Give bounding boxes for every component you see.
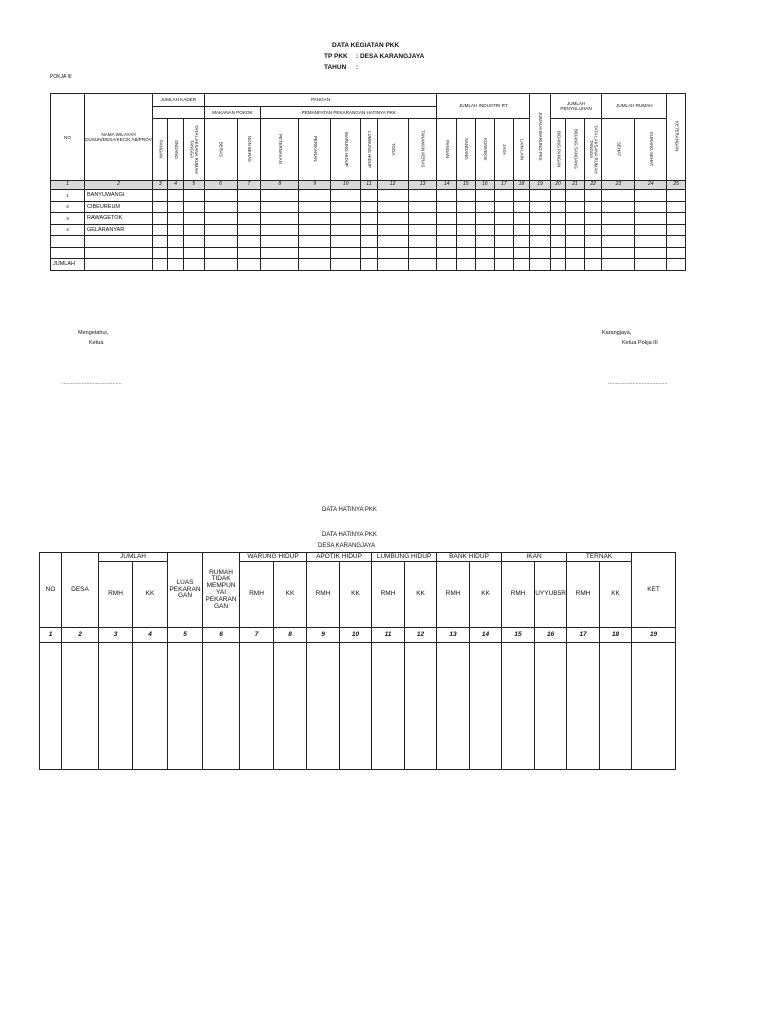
col-num: 1 — [40, 628, 62, 643]
jumlah-label: JUMLAH — [51, 259, 85, 271]
col-num: 5 — [168, 628, 203, 643]
h2-warung-rmh: RMH — [240, 562, 274, 628]
h2-luas: LUAS PEKARAN GAN — [168, 553, 203, 628]
header-pemanfaatan: PEMANFATAN PEKARANGAN HATINYA PKK — [261, 107, 437, 119]
kegiatan-table — [50, 93, 686, 271]
col-num: 22 — [584, 181, 602, 190]
jumlah-row — [51, 259, 686, 271]
row-no: 1 — [51, 190, 85, 202]
h2-jumlah-rmh: RMH — [99, 562, 133, 628]
col-num: 14 — [470, 628, 502, 643]
signature-line-right: ....................................... — [608, 380, 668, 386]
ketua-label: Ketua — [89, 340, 104, 346]
col-num: 11 — [361, 181, 377, 190]
col-num: 24 — [635, 181, 667, 190]
col-num: 6 — [203, 628, 240, 643]
subheader-penyuluhan-3: TATA LAKSANA RUMAH TANGGA — [584, 119, 602, 181]
col-num: 9 — [299, 181, 331, 190]
h2-ternak-kk: KK — [600, 562, 632, 628]
col-num: 16 — [535, 628, 567, 643]
col-num: 19 — [530, 181, 551, 190]
col-num: 25 — [667, 181, 686, 190]
header-nama-wilayah: NAMA WILAYAH DUSUN/DESA/KEC/K AB/PROV — [85, 94, 153, 181]
subheader-pemanfaatan-2: PERIKANAN — [299, 119, 331, 181]
col-num: 8 — [274, 628, 307, 643]
h2-no: NO — [40, 553, 62, 628]
header-makanan-pokok: MAKANAN POKOK — [204, 107, 261, 119]
table-row — [51, 247, 686, 259]
col-num: 12 — [405, 628, 437, 643]
subheader-rumah-1: SEHAT — [602, 119, 635, 181]
mengetahui-label: Mengetahui, — [78, 330, 109, 336]
header-penyuluhan: JUMLAH PENYULUHAN — [550, 94, 602, 119]
table-row — [51, 236, 686, 248]
subheader-pemanfaatan-3: WARUNG HIDUP — [331, 119, 361, 181]
col-num: 4 — [133, 628, 168, 643]
col-num: 10 — [331, 181, 361, 190]
h2-ternak: TERNAK — [567, 553, 632, 562]
subheader-kader-1: PANGAN — [153, 119, 168, 181]
row-no: 3 — [51, 213, 85, 225]
subheader-penyuluhan-2: BIDANG SANDANG — [566, 119, 585, 181]
col-num: 19 — [632, 628, 676, 643]
col-num: 16 — [475, 181, 495, 190]
subheader-industri-1: PANGAN — [437, 119, 457, 181]
subheader-rumah-2: KURANG SEHAT — [635, 119, 667, 181]
header-jumlah-kader: JUMLAH KADER — [153, 94, 205, 107]
tp-pkk-label: TP PKK — [324, 53, 348, 60]
place-label: Karangjaya, — [602, 330, 632, 336]
h2-jumlah: JUMLAH — [99, 553, 168, 562]
h2-apotik-kk: KK — [340, 562, 372, 628]
col-num: 17 — [495, 181, 514, 190]
h2-bank-rmh: RMH — [437, 562, 470, 628]
h2-number-row — [40, 628, 676, 643]
tp-pkk-value: : DESA KARANGJAYA — [356, 53, 425, 60]
doc-title: DATA KEGIATAN PKK — [332, 42, 400, 49]
row-nama: CIBEUREUM — [85, 201, 153, 213]
header-pangan: PANGAN — [204, 94, 437, 107]
h2-desa: DESA — [62, 553, 99, 628]
h2-bank-kk: KK — [470, 562, 502, 628]
column-number-row — [51, 181, 686, 190]
subheader-makanan-2: NON BERAS — [237, 119, 261, 181]
row-nama: GELARANYAR — [85, 224, 153, 236]
col-num: 18 — [513, 181, 530, 190]
col-num: 12 — [377, 181, 408, 190]
hatinya-title-1: DATA HATINYA PKK — [322, 507, 377, 513]
col-num: 3 — [99, 628, 133, 643]
col-num: 7 — [240, 628, 274, 643]
col-num: 2 — [85, 181, 153, 190]
subheader-pemanfaatan-5: TOGA — [377, 119, 408, 181]
h2-lumbung: LUMBUNG HIDUP — [372, 553, 437, 562]
h2-jumlah-kk: KK — [133, 562, 168, 628]
h2-ikan-rmh: RMH — [502, 562, 535, 628]
subheader-industri-2: SANDANG — [457, 119, 476, 181]
col-num: 2 — [62, 628, 99, 643]
subheader-kader-2: SNDANG — [168, 119, 183, 181]
subheader-pemanfaatan-6: TANAMAN KERAS — [408, 119, 437, 181]
col-num: 20 — [550, 181, 565, 190]
header-industri: JUMLAH INDUSTRI RT — [437, 94, 530, 119]
subheader-makanan-1: BERAS — [204, 119, 237, 181]
h2-ternak-rmh: RMH — [567, 562, 600, 628]
col-num: 10 — [340, 628, 372, 643]
col-num: 6 — [204, 181, 237, 190]
col-num: 9 — [307, 628, 340, 643]
h2-apotik-rmh: RMH — [307, 562, 340, 628]
col-num: 17 — [567, 628, 600, 643]
tahun-label: TAHUN — [324, 64, 347, 71]
subheader-industri-3: KONVEKSI — [475, 119, 495, 181]
h2-ket: KET — [632, 553, 676, 628]
col-num: 4 — [168, 181, 183, 190]
hatinya-table — [39, 552, 676, 770]
subheader-penyuluhan-1: BIDANG PANGAN — [550, 119, 565, 181]
col-num: 13 — [408, 181, 437, 190]
col-num: 15 — [502, 628, 535, 643]
row-nama: RAWAGETOK — [85, 213, 153, 225]
subheader-industri-5: LAIN-LAIN — [513, 119, 530, 181]
row-no: 2 — [51, 201, 85, 213]
col-num: 5 — [183, 181, 204, 190]
col-num: 14 — [437, 181, 457, 190]
table-row — [51, 224, 686, 236]
pokja-label: POKJA III — [50, 74, 72, 80]
col-num: 1 — [51, 181, 85, 190]
h2-apotik: APOTIK HIDUP — [307, 553, 372, 562]
row-no: 4 — [51, 224, 85, 236]
col-num: 7 — [237, 181, 261, 190]
col-num: 11 — [372, 628, 405, 643]
subheader-industri-4: JASA — [495, 119, 514, 181]
ketua-pokja-label: Ketua Pokja III — [622, 340, 658, 346]
table-row — [51, 201, 686, 213]
h2-lumbung-rmh: RMH — [372, 562, 405, 628]
h2-warung: WARUNG HIDUP — [240, 553, 307, 562]
h2-rumah: RUMAH TIDAK MEMPUN YAI PEKARAN GAN — [203, 553, 240, 628]
h2-lumbung-kk: KK — [405, 562, 437, 628]
col-num: 8 — [261, 181, 299, 190]
kader-spacer — [153, 107, 205, 119]
row-nama: BANYUWANGI — [85, 190, 153, 202]
header-keterangan: KETERANGAN — [667, 94, 686, 181]
col-num: 3 — [153, 181, 168, 190]
col-num: 15 — [457, 181, 476, 190]
h2-body-row — [40, 643, 676, 770]
col-num: 18 — [600, 628, 632, 643]
table-row — [51, 190, 686, 202]
subheader-kader-3: TATA LAKSANA RUMAH TANGGA — [183, 119, 204, 181]
col-num: 23 — [602, 181, 635, 190]
h2-warung-kk: KK — [274, 562, 307, 628]
signature-line-left: ....................................... — [62, 380, 122, 386]
header-no: NO — [51, 94, 85, 181]
h2-ikan: IKAN — [502, 553, 567, 562]
header-jumlah-rumah: JUMLAH RUMAH — [602, 94, 667, 119]
col-num: 21 — [566, 181, 585, 190]
subheader-pemanfaatan-1: PETERNAKAN — [261, 119, 299, 181]
h2-bank: BANK HIDUP — [437, 553, 502, 562]
hatinya-title-2: DATA HATINYA PKK — [322, 532, 377, 538]
h2-ikan-uyyub: UYYUB5R — [535, 562, 567, 628]
tahun-value: : — [356, 64, 359, 71]
subheader-pemanfaatan-4: LUMBUNG HIDUP — [361, 119, 377, 181]
header-warung: JUMALH WARUNG PKK — [530, 94, 551, 181]
hatinya-title-3: DESA KARANGJAYA — [318, 543, 376, 549]
col-num: 13 — [437, 628, 470, 643]
table-row — [51, 213, 686, 225]
